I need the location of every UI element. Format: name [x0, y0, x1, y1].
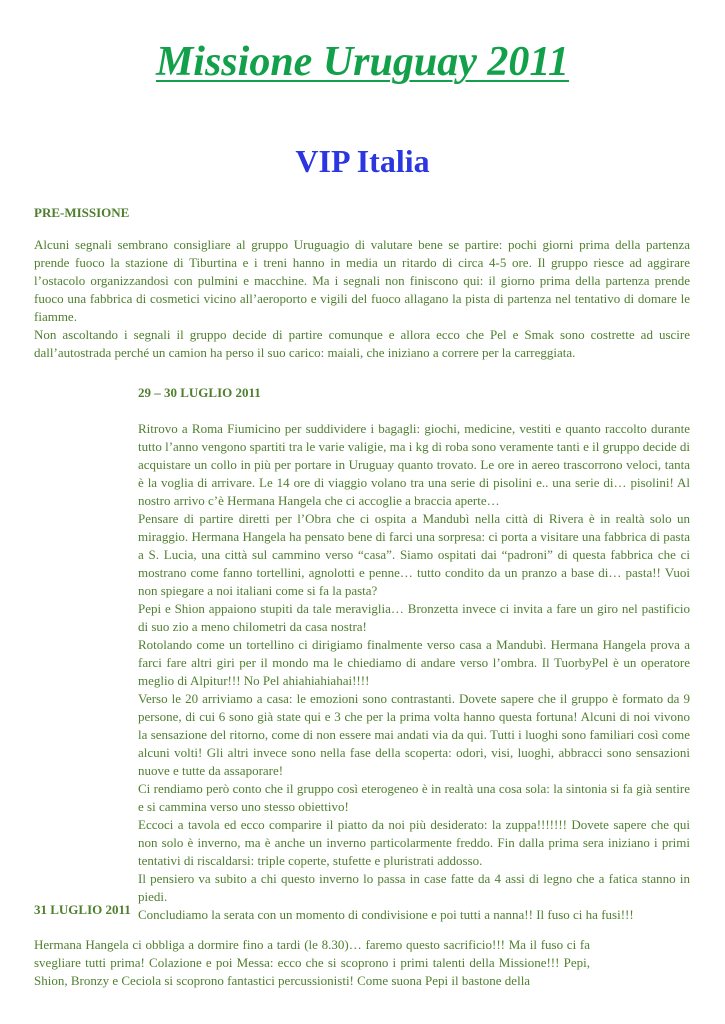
paragraph: Non ascoltando i segnali il gruppo decide di partire comunque e allora ecco che Pel e Smak sono costrette ad uscire dall’autostrada perché un camion ha perso il suo carico: maiali, che iniziano a correre per la carreggiata.	[34, 327, 690, 360]
paragraph: Pensare di partire diretti per l’Obra che ci ospita a Mandubì nella città di Rivera è in realtà solo un miraggio. Hermana Hangela ha pensato bene di farci una sorpresa: ci porta a visitare una fabbrica di pasta a S. Lucia, una città sul cammino verso “casa”. Siamo ospitati dai “padroni” di questa fabbrica che ci mostrano come fanno tortellini, agnolotti e penne… tutto condito da un pranzo a base di… pasta!! Vuoi non spiegare a noi italiani come si fa la pasta?	[138, 511, 690, 598]
paragraph: Concludiamo la serata con un momento di condivisione e poi tutti a nanna!! Il fuso ci ha fusi!!!	[138, 907, 634, 922]
paragraph: Rotolando come un tortellino ci dirigiamo finalmente verso casa a Mandubì. Hermana Hangela prova a farci fare altri giri per il mondo ma le chiediamo di andare verso l’ombra. Il TuorbyPel è un operatore meglio di Alpitur!!! No Pel ahiahiahiahai!!!!	[138, 637, 690, 688]
paragraph: Pepi e Shion appaiono stupiti da tale meraviglia… Bronzetta invece ci invita a fare un giro nel pastificio di suo zio a meno chilometri da casa nostra!	[138, 601, 690, 634]
section-body-pre-missione	[34, 236, 690, 362]
section-body-29-30-luglio	[138, 420, 690, 924]
paragraph: Ci rendiamo però conto che il gruppo così eterogeneo è in realtà una cosa sola: la sintonia si fa già sentire e si cammina verso uno stesso obiettivo!	[138, 781, 690, 814]
paragraph: Eccoci a tavola ed ecco comparire il piatto da noi più desiderato: la zuppa!!!!!!! Dovete sapere che qui non solo è inverno, ma è anche un inverno particolarmente freddo. Fin dalla prima sera iniziano i primi tentativi di riscaldarsi: triple coperte, stufette e pluristrati addosso.	[138, 817, 690, 868]
document-subtitle: VIP Italia	[295, 143, 430, 179]
section-heading-pre-missione: PRE-MISSIONE	[34, 205, 130, 220]
paragraph: Alcuni segnali sembrano consigliare al gruppo Uruguagio di valutare bene se partire: pochi giorni prima della partenza prende fuoco la stazione di Tiburtina e i treni hanno in media un ritardo di circa 4-5 ore. Il gruppo riesce ad aggirare l’ostacolo organizzandosi con pulmini e macchine. Ma i segnali non finiscono qui: il giorno prima della partenza prende fuoco una fabbrica di cosmetici vicino all’aeroporto e vigili del fuoco allagano la pista di partenza nel tentativo di domare le fiamme.	[34, 237, 690, 324]
section-heading-29-30-luglio: 29 – 30 LUGLIO 2011	[138, 385, 261, 400]
section-body-31-luglio	[34, 936, 590, 990]
section-heading-31-luglio: 31 LUGLIO 2011	[34, 902, 131, 917]
paragraph: Ritrovo a Roma Fiumicino per suddividere i bagagli: giochi, medicine, vestiti e quanto raccolto durante tutto l’anno vengono spartiti tra le varie valigie, ma i kg di roba sono veramente tanti e il gruppo decide di acquistare un collo in più per portare in Uruguay quanto trovato. Le ore in aereo trascorrono veloci, tanta è la voglia di arrivare. Le 14 ore di viaggio volano tra una serie di pisolini e.. una serie di… pisolini! Al nostro arrivo c’è Hermana Hangela che ci accoglie a braccia aperte…	[138, 421, 690, 508]
paragraph: Il pensiero va subito a chi questo inverno lo passa in case fatte da 4 assi di legno che a fatica stanno in piedi.	[138, 871, 690, 904]
paragraph: Verso le 20 arriviamo a casa: le emozioni sono contrastanti. Dovete sapere che il gruppo è formato da 9 persone, di cui 6 sono già state qui e 3 che per la prima volta hanno questa fortuna! Alcuni di noi vivono la sensazione del ritorno, come di non essere mai andati via da qui. Tutti i luoghi sono familiari così come alcuni volti! Gli altri invece sono nella fase della scoperta: odori, visi, luoghi, abbracci sono sensazioni nuove e tutte da assaporare!	[138, 691, 690, 778]
document-title: Missione Uruguay 2011	[155, 39, 570, 85]
paragraph: Hermana Hangela ci obbliga a dormire fino a tardi (le 8.30)… faremo questo sacrificio!!! Ma il fuso ci fa svegliare tutti prima! Colazione e poi Messa: ecco che si scoprono i primi talenti della Missione!!! Pepi, Shion, Bronzy e Ceciola si scoprono fantastici percussionisti! Come suona Pepi il bastone della	[34, 937, 590, 988]
